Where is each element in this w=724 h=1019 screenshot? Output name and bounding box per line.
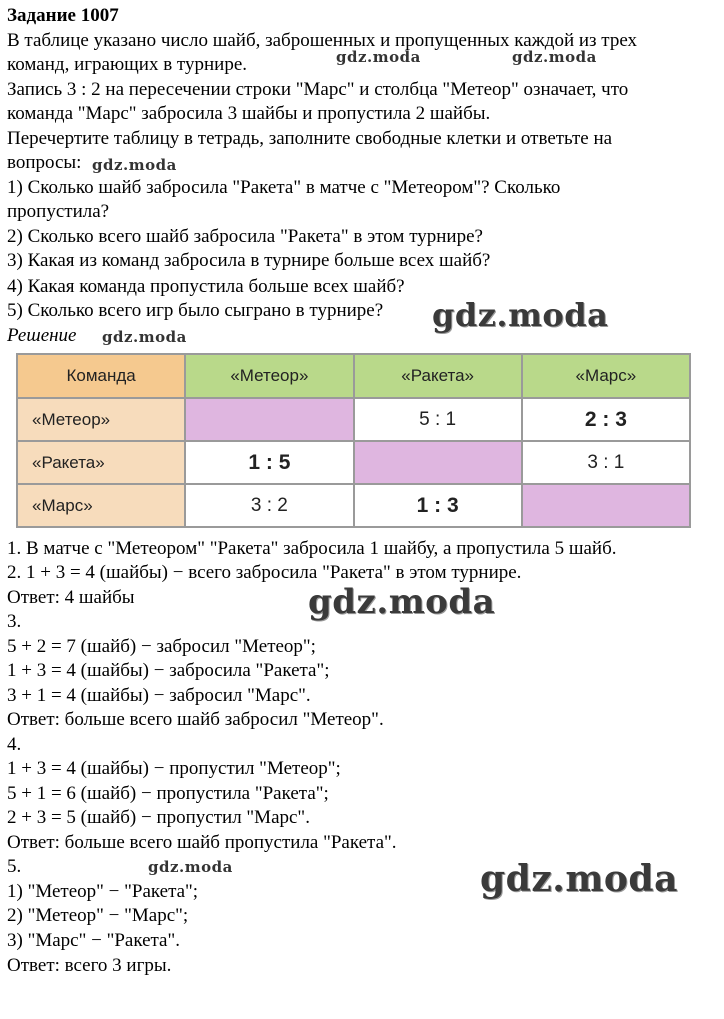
solution-line: 1 + 3 = 4 (шайбы) − забросила "Ракета"; xyxy=(7,660,330,681)
question-1: 1) Сколько шайб забросила "Ракета" в матче с "Метеором"? Сколько xyxy=(7,177,561,198)
row-header: «Марс» xyxy=(17,484,185,527)
task-text-line: команда "Марс" забросила 3 шайбы и пропустила 2 шайбы. xyxy=(7,103,491,124)
question-3: 3) Какая из команд забросила в турнире больше всех шайб? xyxy=(7,250,491,271)
score-table xyxy=(16,353,691,528)
score-cell: 5 : 1 xyxy=(354,398,522,441)
solution-line: 2 + 3 = 5 (шайб) − пропустил "Марс". xyxy=(7,807,310,828)
question-4: 4) Какая команда пропустила больше всех шайб? xyxy=(7,276,405,297)
row-header: «Ракета» xyxy=(17,441,185,484)
score-cell: 3 : 2 xyxy=(185,484,353,527)
task-text-line: команд, играющих в турнире. xyxy=(7,54,247,75)
question-2: 2) Сколько всего шайб забросила "Ракета" в этом турнире? xyxy=(7,226,483,247)
table-row xyxy=(17,484,690,527)
solution-line: Ответ: больше всего шайб забросил "Метеор". xyxy=(7,709,384,730)
score-cell: 1 : 3 xyxy=(354,484,522,527)
task-text-line: Перечертите таблицу в тетрадь, заполните свободные клетки и ответьте на xyxy=(7,128,613,149)
solution-line: 3 + 1 = 4 (шайбы) − забросил "Марс". xyxy=(7,685,311,706)
watermark: gdz.moda xyxy=(432,296,609,334)
solution-label: Решение xyxy=(7,325,77,346)
table-row xyxy=(17,398,690,441)
question-5: 5) Сколько всего игр было сыграно в турнире? xyxy=(7,300,384,321)
solution-line: 5 + 1 = 6 (шайб) − пропустила "Ракета"; xyxy=(7,783,329,804)
solution-line: 1) "Метеор" − "Ракета"; xyxy=(7,881,199,902)
watermark: gdz.moda xyxy=(512,48,597,66)
solution-line: 1 + 3 = 4 (шайбы) − пропустил "Метеор"; xyxy=(7,758,341,779)
watermark: gdz.moda xyxy=(102,328,187,346)
column-header: «Метеор» xyxy=(185,354,353,398)
table-header-row xyxy=(17,354,690,398)
score-cell: 1 : 5 xyxy=(185,441,353,484)
solution-line: 1. В матче с "Метеором" "Ракета" забросила 1 шайбу, а пропустила 5 шайб. xyxy=(7,538,617,559)
question-1-continued: пропустила? xyxy=(7,201,110,222)
solution-line: 2. 1 + 3 = 4 (шайбы) − всего забросила "Ракета" в этом турнире. xyxy=(7,562,522,583)
column-header: «Ракета» xyxy=(354,354,522,398)
row-header: «Метеор» xyxy=(17,398,185,441)
column-header: «Марс» xyxy=(522,354,690,398)
solution-line: Ответ: всего 3 игры. xyxy=(7,955,172,976)
solution-line: Ответ: 4 шайбы xyxy=(7,587,135,608)
solution-line: 5 + 2 = 7 (шайб) − забросил "Метеор"; xyxy=(7,636,316,657)
diagonal-cell xyxy=(185,398,353,441)
score-cell: 2 : 3 xyxy=(522,398,690,441)
solution-line: 3. xyxy=(7,611,22,632)
task-text-line: вопросы: xyxy=(7,152,82,173)
task-text-line: В таблице указано число шайб, заброшенных и пропущенных каждой из трех xyxy=(7,30,638,51)
watermark: gdz.moda xyxy=(336,48,421,66)
task-text-line: Запись 3 : 2 на пересечении строки "Марс" и столбца "Метеор" означает, что xyxy=(7,79,629,100)
solution-line: 4. xyxy=(7,734,22,755)
solution-line: 5. xyxy=(7,856,22,877)
score-cell: 3 : 1 xyxy=(522,441,690,484)
table-row xyxy=(17,441,690,484)
watermark: gdz.moda xyxy=(308,582,496,622)
solution-line: 2) "Метеор" − "Марс"; xyxy=(7,905,189,926)
diagonal-cell xyxy=(522,484,690,527)
watermark: gdz.moda xyxy=(480,858,678,900)
solution-line: Ответ: больше всего шайб пропустила "Ракета". xyxy=(7,832,397,853)
diagonal-cell xyxy=(354,441,522,484)
table-corner-header: Команда xyxy=(17,354,185,398)
watermark: gdz.moda xyxy=(148,858,233,876)
task-title: Задание 1007 xyxy=(7,5,119,26)
solution-line: 3) "Марс" − "Ракета". xyxy=(7,930,180,951)
watermark: gdz.moda xyxy=(92,156,177,174)
